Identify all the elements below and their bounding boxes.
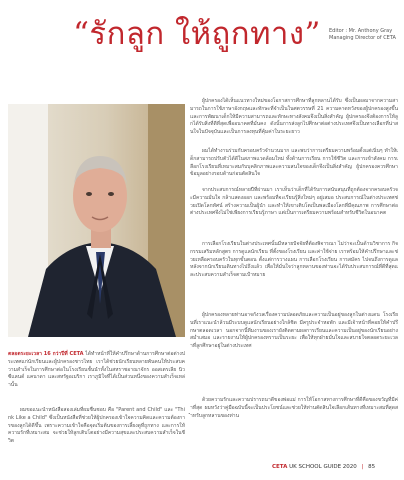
byline bbox=[329, 28, 401, 41]
footer-separator: | bbox=[361, 464, 364, 470]
footer-guide-title: UK SCHOOL GUIDE 2020 bbox=[289, 464, 357, 470]
byline-editor: Editor : Mr. Anthony Gray bbox=[329, 28, 393, 34]
paragraph: ผมได้ทำงานร่วมกับครอบครัวจำนวนมาก และพบว่าการเตรียมความพร้อมตั้งแต่เนิ่นๆ ทำให้เด็กสามารถปรับตัวได้ดีในสภาพแวดล้อมใหม่ ทั้งด้านการเรียน การใช้ชีวิต และการเข้าสังคม การเลือกโรงเรียนที่เหมาะสมกับบุคลิกภาพและความสนใจของเด็กจึงเป็นสิ่งสำคัญ ผู้ปกครองควรศึกษาข้อมูลอย่างรอบด้านก่อนตัดสินใจ bbox=[190, 148, 398, 178]
portrait-photo-icon bbox=[8, 104, 185, 337]
page-footer bbox=[272, 464, 375, 470]
lead-text: ตลอดระยะเวลา 16 กว่าปีที่ CETA bbox=[8, 351, 84, 357]
paragraph bbox=[8, 351, 185, 390]
byline-role: Managing Director of CETA bbox=[329, 34, 396, 41]
paragraph: การเลือกโรงเรียนในต่างประเทศนั้นมีหลายปัจจัยที่ต้องพิจารณา ไม่ว่าจะเป็นด้านวิชาการ กิจกรรมเสริมหลักสูตร การดูแลนักเรียน ที่ตั้งของโรงเรียน และค่าใช้จ่าย เราพร้อมให้คำปรึกษาและช่วยเหลือครอบครัวในทุกขั้นตอน ตั้งแต่การวางแผน การเลือกโรงเรียน การสมัคร ไปจนถึงการดูแลหลังจากนักเรียนเดินทางไปถึงแล้ว เพื่อให้มั่นใจว่าลูกหลานของท่านจะได้รับประสบการณ์ที่ดีที่สุดและประสบความสำเร็จตามเป้าหมาย bbox=[190, 241, 398, 279]
paragraph: ผู้ปกครองได้เห็นแนวทางใหม่ของโอกาสการศึกษาที่ลูกหลานได้รับ ซึ่งเป็นผลมาจากความสามารถในการใช้ภาษาอังกฤษและทักษะที่จำเป็นในศตวรรษที่ 21 ความคาดหวังของผู้ปกครองสูงขึ้นและการพัฒนาเด็กให้มีความสามารถและทักษะทางสังคมจึงเป็นสิ่งสำคัญ ผู้ปกครองจึงต้องการให้ลูกได้รับสิ่งที่ดีที่สุดเพื่ออนาคตที่มั่นคง ดังนั้นการส่งลูกไปศึกษาต่อต่างประเทศจึงเป็นทางเลือกที่น่าสนใจในปัจจุบันและเป็นการลงทุนที่คุ้มค่าในระยะยาว bbox=[190, 98, 398, 136]
footer-brand: CETA bbox=[272, 464, 288, 470]
paragraph: ด้วยความรักและความปรารถนาดีของพ่อแม่ การให้โอกาสทางการศึกษาที่ดีคือของขวัญที่มีค่าที่สุด ผมหวังว่าคู่มือฉบับนี้จะเป็นประโยชน์และช่วยให้ท่านตัดสินใจเลือกเส้นทางที่เหมาะสมที่สุดสำหรับลูกหลานของท่าน bbox=[190, 397, 398, 419]
paragraph: ผมขอแนะนำหนังสือสองเล่มที่ผมชื่นชอบ คือ "Parent and Child" และ "Think Like a Child" ซึ่งเป็นหนังสือที่ช่วยให้ผู้ปกครองเข้าใจความคิดและความต้องการของลูกได้ดีขึ้น เพราะความเข้าใจคือจุดเริ่มต้นของการเลี้ยงดูที่ถูกทาง และการให้ความรักที่เหมาะสม จะช่วยให้ลูกเติบโตอย่างมีความสุขและประสบความสำเร็จในชีวิต bbox=[8, 407, 185, 445]
page-number: 85 bbox=[368, 464, 376, 470]
article-title: “รักลูก ให้ถูกทาง” bbox=[73, 16, 321, 52]
author-photo bbox=[8, 104, 185, 337]
paragraph: จากประสบการณ์หลายปีที่ผ่านมา เราเห็นว่าเด็กที่ได้รับการสนับสนุนที่ถูกต้องจากครอบครัวจะมีความมั่นใจ กล้าแสดงออก และพร้อมที่จะเรียนรู้สิ่งใหม่ๆ อยู่เสมอ ประสบการณ์ในต่างประเทศช่วยเปิดโลกทัศน์ สร้างความเป็นผู้นำ และทำให้เขาเติบโตเป็นพลเมืองโลกที่มีคุณภาพ การศึกษาต่อต่างประเทศจึงไม่ใช่เพียงการเรียนรู้ภาษา แต่เป็นการเตรียมความพร้อมสำหรับชีวิตในอนาคต bbox=[190, 187, 398, 217]
paragraph: ผู้ปกครองหลายท่านอาจกังวลเรื่องความปลอดภัยและความเป็นอยู่ของลูกในต่างแดน โรงเรียนที่เราแนะนำล้วนมีระบบดูแลนักเรียนอย่างใกล้ชิด มีครูประจำหอพัก และมีเจ้าหน้าที่คอยให้คำปรึกษาตลอดเวลา นอกจากนี้ทีมงานของเรายังติดตามผลการเรียนและความเป็นอยู่ของนักเรียนอย่างสม่ำเสมอ และรายงานให้ผู้ปกครองทราบเป็นระยะ เพื่อให้ทุกฝ่ายมั่นใจและสบายใจตลอดระยะเวลาที่ลูกศึกษาอยู่ในต่างประเทศ bbox=[190, 312, 398, 350]
paragraph-body: ได้ทำหน้าที่ให้คำปรึกษาด้านการศึกษาต่อต่างประเทศแก่นักเรียนและผู้ปกครองชาวไทย เราได้ช่วยนักเรียนหลายพันคนให้ประสบความสำเร็จในการศึกษาต่อในโรงเรียนชั้นนำทั้งในสหราชอาณาจักร ออสเตรเลีย นิวซีแลนด์ แคนาดา และสหรัฐอเมริกา เราภูมิใจที่ได้เป็นส่วนหนึ่งของความสำเร็จเหล่านั้น bbox=[8, 351, 185, 389]
